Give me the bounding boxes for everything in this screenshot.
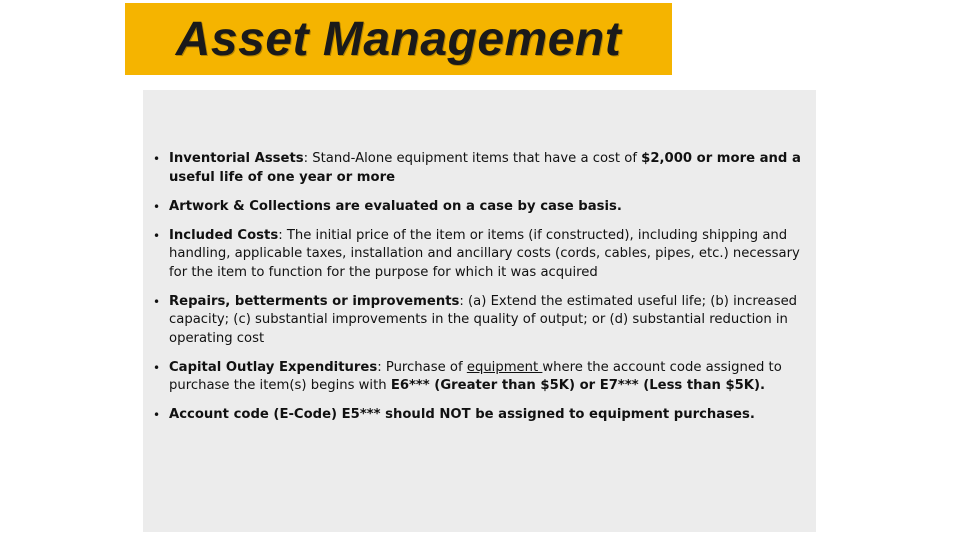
bullet-text: (a) Extend the estimated useful life; (b) increased capacity; (c) substantial improvements in the quality of output; or (d) substantial reduction in operating cost xyxy=(169,293,798,346)
bullet-lead: Capital Outlay Expenditures xyxy=(169,359,378,375)
bullet-lead: Included Costs xyxy=(169,227,279,243)
content-panel xyxy=(143,90,816,532)
bullet-text: where the account code assigned to purchase the item(s) begins with xyxy=(169,359,782,393)
bullet-icon: • xyxy=(153,152,161,166)
bullet-sep: : xyxy=(278,227,287,243)
bullet-text: Purchase of xyxy=(385,359,467,375)
bullet-sep: : xyxy=(459,293,468,309)
list-item xyxy=(153,293,803,349)
bullet-lead: Repairs, betterments or improvements xyxy=(169,293,460,309)
bullet-icon: • xyxy=(153,408,161,422)
bullet-lead: Artwork & Collections are evaluated on a case by case basis. xyxy=(169,198,622,214)
bullet-bold-tail: E6*** (Greater than $5K) or E7*** (Less than $5K). xyxy=(390,378,766,393)
bullet-icon: • xyxy=(153,360,161,375)
bullet-list xyxy=(153,150,803,435)
bullet-lead: Account code (E-Code) E5*** should NOT be assigned to equipment purchases. xyxy=(169,407,755,422)
underlined-text: equipment xyxy=(466,359,543,375)
bullet-lead: Inventorial Assets xyxy=(169,151,304,166)
list-item xyxy=(153,359,803,396)
bullet-text: Stand-Alone equipment items that have a cost of xyxy=(312,151,642,166)
list-item xyxy=(153,198,803,217)
list-item xyxy=(153,150,803,187)
bullet-icon: • xyxy=(153,294,161,309)
bullet-icon: • xyxy=(153,228,161,243)
bullet-sep: : xyxy=(377,359,386,375)
bullet-sep: : xyxy=(303,151,313,166)
bullet-bold-tail: $2,000 or more and a useful life of one year or more xyxy=(169,151,801,185)
page-title: Asset Management xyxy=(175,12,622,66)
title-banner xyxy=(125,3,672,75)
bullet-icon: • xyxy=(153,199,161,214)
bullet-text: The initial price of the item or items (if constructed), including shipping and handling, applicable taxes, installation and ancillary costs (cords, cables, pipes, etc.) necessary for the item to function for the purpose for which it was acquired xyxy=(169,227,800,280)
list-item xyxy=(153,227,803,283)
list-item xyxy=(153,406,803,425)
